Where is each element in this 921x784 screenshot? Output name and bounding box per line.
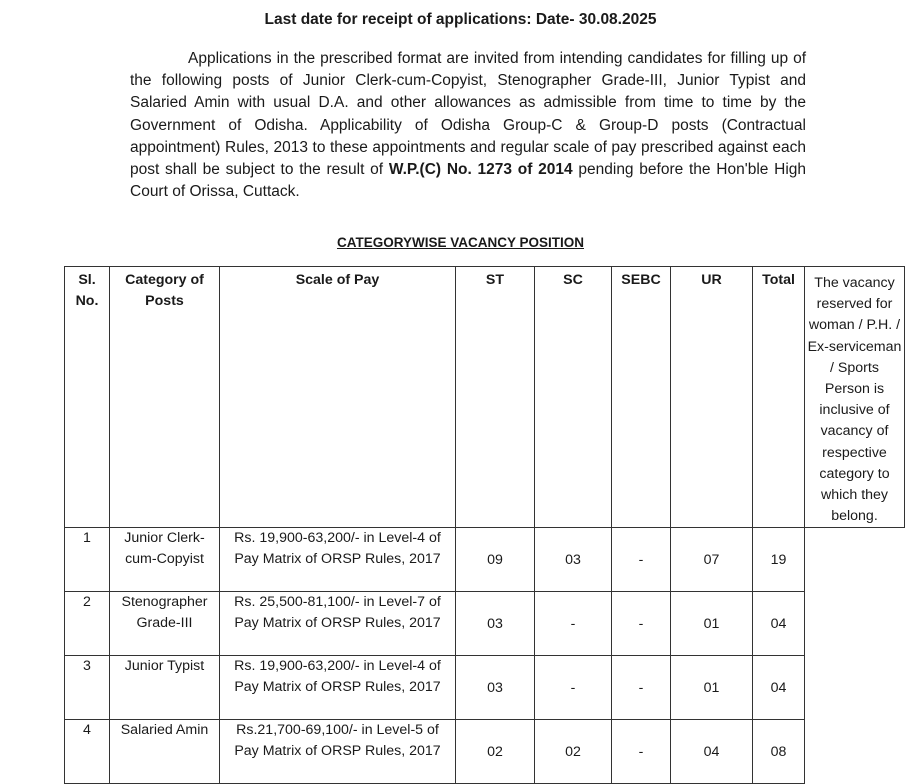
cell-total: 08: [753, 720, 805, 784]
cell-sc: 02: [535, 720, 612, 784]
header-total: Total: [753, 267, 805, 528]
cell-category: Salaried Amin: [110, 720, 220, 784]
cell-ur: 04: [671, 720, 753, 784]
cell-total: 04: [753, 592, 805, 656]
cell-sebc: -: [612, 720, 671, 784]
cell-scale: Rs. 19,900-63,200/- in Level-4 of Pay Matrix of ORSP Rules, 2017: [220, 528, 456, 592]
vacancy-subheading: CATEGORYWISE VACANCY POSITION: [336, 235, 585, 250]
cell-sc: -: [535, 656, 612, 720]
header-scale-of-pay: Scale of Pay: [220, 267, 456, 528]
cell-sebc: -: [612, 592, 671, 656]
intro-text-part1: Applications in the prescribed format are invited from intending candidates for filling up of the following posts of Junior Clerk-cum-Copyist, Stenographer Grade-III, Junior Typist and Salaried Amin with usual D.A. and other allowances as admissible from time to time by the Government of Odisha. Applicability of Odisha Group-C & Group-D posts (Contractual appointment) Rules, 2013 to these appointments and regular scale of pay prescribed against each post shall be subject to the result of: [130, 50, 806, 179]
writ-petition-reference: W.P.(C) No. 1273 of 2014: [388, 161, 573, 179]
header-sc: SC: [535, 267, 612, 528]
cell-category: Stenographer Grade-III: [110, 592, 220, 656]
header-sl-no: Sl. No.: [65, 267, 110, 528]
cell-sebc: -: [612, 528, 671, 592]
cell-st: 03: [456, 592, 535, 656]
cell-scale: Rs. 25,500-81,100/- in Level-7 of Pay Matrix of ORSP Rules, 2017: [220, 592, 456, 656]
reservation-note: The vacancy reserved for woman / P.H. / Ex-serviceman / Sports Person is inclusive of vacancy of respective category to which they belong.: [805, 267, 905, 528]
cell-sc: -: [535, 592, 612, 656]
deadline-heading: Last date for receipt of applications: Date- 30.08.2025: [264, 11, 657, 28]
cell-sl: 1: [65, 528, 110, 592]
vacancy-table: [64, 266, 905, 784]
header-sebc: SEBC: [612, 267, 671, 528]
cell-sl: 3: [65, 656, 110, 720]
table-header-row: [65, 267, 905, 528]
cell-total: 19: [753, 528, 805, 592]
table-row: [65, 528, 905, 592]
cell-ur: 07: [671, 528, 753, 592]
cell-category: Junior Typist: [110, 656, 220, 720]
header-st: ST: [456, 267, 535, 528]
table-row: [65, 656, 905, 720]
cell-scale: Rs. 19,900-63,200/- in Level-4 of Pay Matrix of ORSP Rules, 2017: [220, 656, 456, 720]
header-category: Category of Posts: [110, 267, 220, 528]
cell-sebc: -: [612, 656, 671, 720]
cell-ur: 01: [671, 592, 753, 656]
cell-sc: 03: [535, 528, 612, 592]
intro-text-part2: pending before the Hon'ble High Court of Orissa, Cuttack.: [130, 161, 807, 201]
cell-sl: 2: [65, 592, 110, 656]
table-row: [65, 592, 905, 656]
cell-st: 09: [456, 528, 535, 592]
cell-category: Junior Clerk-cum-Copyist: [110, 528, 220, 592]
table-row: [65, 720, 905, 784]
cell-ur: 01: [671, 656, 753, 720]
cell-total: 04: [753, 656, 805, 720]
cell-scale: Rs.21,700-69,100/- in Level-5 of Pay Matrix of ORSP Rules, 2017: [220, 720, 456, 784]
intro-paragraph: [130, 48, 806, 203]
cell-st: 02: [456, 720, 535, 784]
cell-sl: 4: [65, 720, 110, 784]
header-ur: UR: [671, 267, 753, 528]
cell-st: 03: [456, 656, 535, 720]
